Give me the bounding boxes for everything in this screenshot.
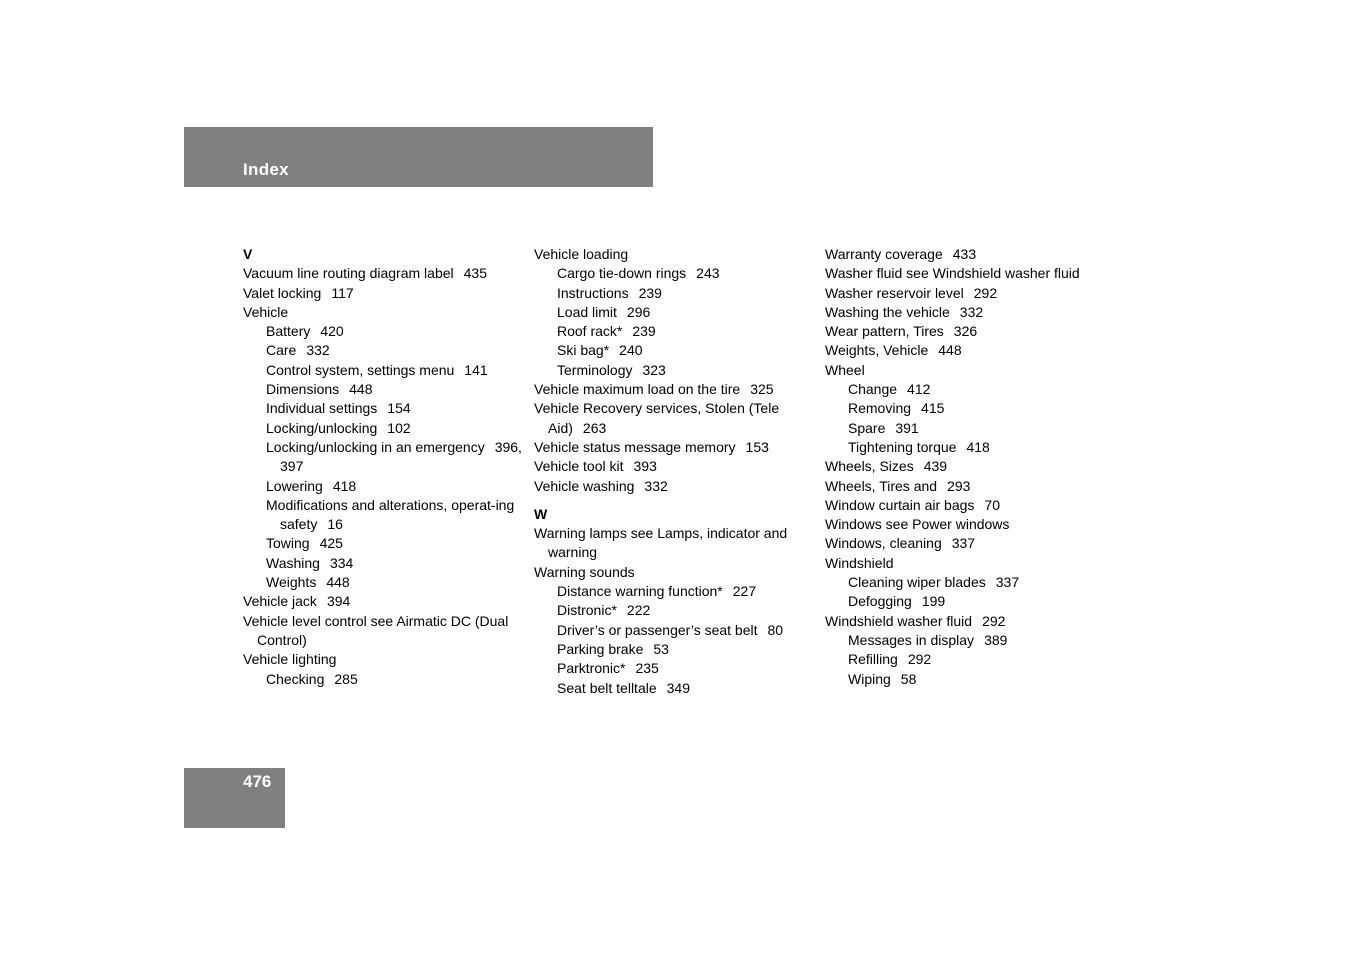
index-entry [243, 303, 523, 322]
entry-page-ref[interactable]: 117 [331, 284, 354, 301]
entry-term: Towing [266, 535, 310, 552]
entry-term: Windshield [825, 554, 894, 571]
entry-page-ref[interactable]: 337 [951, 535, 976, 552]
index-entry [825, 322, 1105, 341]
entry-page-ref[interactable]: 435 [463, 265, 487, 282]
entry-page-ref[interactable]: 349 [666, 679, 690, 696]
entry-page-ref[interactable]: 292 [907, 651, 932, 668]
entry-page-ref[interactable]: 296 [626, 303, 651, 320]
index-subentry [825, 380, 1105, 399]
index-entry [825, 457, 1105, 476]
entry-term: Vehicle jack [243, 593, 317, 610]
index-subentry [825, 670, 1105, 689]
index-entry [243, 284, 523, 303]
entry-term: Vehicle tool kit [534, 458, 624, 475]
entry-term: Vehicle [243, 303, 289, 320]
index-entry [534, 380, 814, 399]
index-entry [243, 264, 523, 283]
entry-term: Wear pattern, Tires [825, 323, 944, 340]
entry-term: Checking [266, 670, 325, 687]
index-subentry [534, 582, 814, 601]
index-subentry [825, 631, 1105, 650]
index-subentry [534, 322, 814, 341]
entry-page-ref[interactable]: 239 [638, 284, 662, 301]
index-subentry [243, 534, 523, 553]
entry-term: Battery [266, 323, 311, 340]
entry-page-ref[interactable]: 292 [973, 284, 998, 301]
entry-page-ref[interactable]: 433 [952, 246, 977, 262]
index-entry [825, 534, 1105, 553]
index-subentry [243, 399, 523, 418]
index-entry [534, 399, 814, 438]
entry-term: Vehicle Recovery services, Stolen (Tele Aid) [534, 400, 780, 436]
entry-page-ref[interactable]: 292 [982, 612, 1006, 629]
header-bar [184, 127, 653, 187]
entry-page-ref[interactable]: 235 [635, 660, 659, 677]
entry-term: Vacuum line routing diagram label [243, 265, 454, 282]
entry-term: Washing [266, 554, 320, 571]
index-subentry [243, 573, 523, 592]
entry-term: Vehicle washing [534, 477, 635, 494]
index-entry [825, 515, 1105, 534]
entry-page-ref[interactable]: 448 [326, 574, 350, 591]
index-subentry [825, 399, 1105, 418]
index-subentry [534, 341, 814, 360]
page-number: 476 [243, 772, 272, 791]
index-entry [534, 477, 814, 496]
index-entry [825, 612, 1105, 631]
index-subentry [825, 438, 1105, 457]
entry-page-ref[interactable]: 394 [326, 593, 351, 610]
index-entry [534, 438, 814, 457]
index-subentry [243, 419, 523, 438]
entry-term: Instructions [557, 284, 629, 301]
index-entry [534, 524, 814, 563]
entry-term: Distance warning function* [557, 583, 723, 600]
entry-term: Windshield washer fluid [825, 612, 973, 629]
entry-page-ref[interactable]: 337 [995, 574, 1020, 591]
index-subentry [825, 573, 1105, 592]
index-subentry [534, 264, 814, 283]
entry-term: Cargo tie-down rings [557, 265, 687, 282]
index-letter-heading: V [243, 246, 253, 262]
entry-page-ref[interactable]: 326 [953, 323, 978, 340]
page-number-box [184, 768, 285, 828]
entry-page-ref[interactable]: 141 [464, 361, 488, 378]
index-entry [825, 341, 1105, 360]
entry-page-ref[interactable]: 325 [750, 381, 774, 398]
entry-term: Warning sounds [534, 563, 635, 580]
index-subentry [243, 380, 523, 399]
entry-page-ref[interactable]: 53 [653, 640, 669, 657]
page-title: Index [243, 160, 289, 179]
entry-term: Parking brake [557, 640, 644, 657]
entry-term: Weights, Vehicle [825, 342, 929, 359]
entry-page-ref[interactable]: 263 [582, 419, 607, 436]
entry-term: Roof rack* [557, 323, 623, 340]
index-column-3 [825, 245, 1105, 689]
entry-term: Modifications and alterations, operat-ing safety [266, 496, 515, 533]
entry-page-ref[interactable]: 16 [327, 516, 343, 533]
entry-page-ref[interactable]: 391 [895, 419, 919, 436]
entry-term: Change [848, 381, 898, 398]
index-column-1 [243, 245, 523, 689]
entry-term: Window curtain air bags [825, 496, 975, 513]
entry-page-ref[interactable]: 70 [984, 496, 1000, 513]
entry-term: Refilling [848, 651, 898, 668]
entry-term: Wiping [848, 670, 891, 687]
entry-term: Load limit [557, 303, 617, 320]
entry-term: Warning lamps see Lamps, indicator and warning [534, 525, 788, 561]
index-entry [825, 554, 1105, 573]
index-entry [534, 563, 814, 582]
index-entry [243, 650, 523, 669]
entry-page-ref[interactable]: 389 [984, 631, 1008, 648]
entry-term: Ski bag* [557, 342, 610, 359]
entry-page-ref[interactable]: 332 [959, 303, 984, 320]
entry-page-ref[interactable]: 323 [642, 361, 666, 378]
entry-term: Tightening torque [848, 438, 957, 455]
index-entry [243, 592, 523, 611]
entry-term: Individual settings [266, 400, 378, 417]
entry-page-ref[interactable]: 154 [387, 400, 411, 417]
entry-page-ref[interactable]: 102 [387, 419, 411, 436]
entry-term: Care [266, 342, 297, 359]
entry-page-ref[interactable]: 425 [319, 535, 343, 552]
entry-term: Driver’s or passenger’s seat belt [557, 621, 758, 638]
index-subentry [243, 554, 523, 573]
entry-term: Vehicle level control see Airmatic DC (Dual Control) [243, 612, 509, 648]
entry-page-ref[interactable]: 243 [696, 265, 720, 282]
index-subentry [243, 496, 523, 535]
index-subentry [534, 659, 814, 678]
entry-term: Warranty coverage [825, 246, 943, 262]
index-subentry [534, 679, 814, 698]
index-entry [534, 245, 814, 264]
entry-term: Removing [848, 400, 912, 417]
index-subentry [825, 592, 1105, 611]
entry-page-ref[interactable]: 418 [332, 477, 357, 494]
entry-page-ref[interactable]: 153 [745, 438, 769, 455]
entry-page-ref[interactable]: 293 [947, 477, 971, 494]
index-subentry [243, 322, 523, 341]
index-entry [243, 612, 523, 651]
entry-page-ref[interactable]: 448 [938, 342, 962, 359]
entry-term: Weights [266, 574, 317, 591]
entry-term: Locking/unlocking [266, 419, 378, 436]
index-subentry [534, 601, 814, 620]
entry-term: Distronic* [557, 602, 617, 619]
entry-term: Cleaning wiper blades [848, 574, 986, 591]
entry-term: Washer fluid see Windshield washer fluid [825, 265, 1080, 282]
entry-term: Wheels, Tires and [825, 477, 938, 494]
index-subentry [243, 670, 523, 689]
index-subentry [243, 361, 523, 380]
index-subentry [534, 303, 814, 322]
entry-page-ref[interactable]: 412 [907, 381, 931, 398]
entry-term: Defogging [848, 593, 912, 610]
entry-term: Messages in display [848, 631, 975, 648]
entry-term: Vehicle lighting [243, 651, 337, 668]
entry-term: Dimensions [266, 381, 340, 398]
entry-page-ref[interactable]: 227 [732, 583, 757, 600]
entry-term: Parktronic* [557, 660, 626, 677]
index-entry [825, 245, 1105, 264]
entry-term: Vehicle maximum load on the tire [534, 381, 741, 398]
entry-term: Lowering [266, 477, 323, 494]
entry-page-ref[interactable]: 334 [329, 554, 354, 571]
entry-term: Spare [848, 419, 886, 436]
entry-page-ref[interactable]: 420 [320, 323, 344, 340]
index-letter-heading: W [534, 505, 548, 522]
entry-term: Vehicle loading [534, 246, 629, 262]
index-subentry [825, 650, 1105, 669]
entry-term: Valet locking [243, 284, 322, 301]
index-entry [825, 303, 1105, 322]
index-subentry [243, 341, 523, 360]
index-subentry [534, 361, 814, 380]
entry-term: Windows see Power windows [825, 516, 1010, 533]
entry-page-ref[interactable]: 80 [767, 621, 784, 638]
entry-term: Windows, cleaning [825, 535, 942, 552]
entry-page-ref[interactable]: 58 [900, 670, 917, 687]
index-entry [825, 477, 1105, 496]
index-entry [825, 361, 1105, 380]
entry-page-ref[interactable]: 439 [923, 458, 948, 475]
entry-page-ref[interactable]: 332 [644, 477, 668, 494]
entry-term: Washing the vehicle [825, 303, 950, 320]
entry-page-ref[interactable]: 239 [632, 323, 656, 340]
index-entry [825, 264, 1105, 283]
entry-term: Seat belt telltale [557, 679, 657, 696]
index-subentry [534, 284, 814, 303]
entry-term: Vehicle status message memory [534, 438, 736, 455]
entry-term: Control system, settings menu [266, 361, 455, 378]
entry-page-ref[interactable]: 393 [633, 458, 657, 475]
entry-page-ref[interactable]: 332 [306, 342, 330, 359]
entry-page-ref[interactable]: 285 [334, 670, 358, 687]
entry-page-ref[interactable]: 448 [349, 381, 373, 398]
entry-page-ref[interactable]: 396, 397 [280, 438, 522, 475]
entry-term: Locking/unlocking in an emergency [266, 438, 485, 455]
index-subentry [243, 438, 523, 477]
entry-page-ref[interactable]: 222 [626, 602, 651, 619]
index-subentry [825, 419, 1105, 438]
index-entry [534, 457, 814, 476]
entry-page-ref[interactable]: 415 [921, 400, 945, 417]
entry-page-ref[interactable]: 199 [921, 593, 946, 610]
index-entry [825, 284, 1105, 303]
index-entry [825, 496, 1105, 515]
index-subentry [243, 477, 523, 496]
index-column-2 [534, 245, 814, 698]
entry-term: Washer reservoir level [825, 284, 964, 301]
entry-page-ref[interactable]: 418 [966, 438, 990, 455]
index-subentry [534, 640, 814, 659]
entry-term: Wheels, Sizes [825, 458, 914, 475]
entry-page-ref[interactable]: 240 [619, 342, 643, 359]
index-subentry [534, 621, 814, 640]
entry-term: Terminology [557, 361, 633, 378]
entry-term: Wheel [825, 361, 865, 378]
